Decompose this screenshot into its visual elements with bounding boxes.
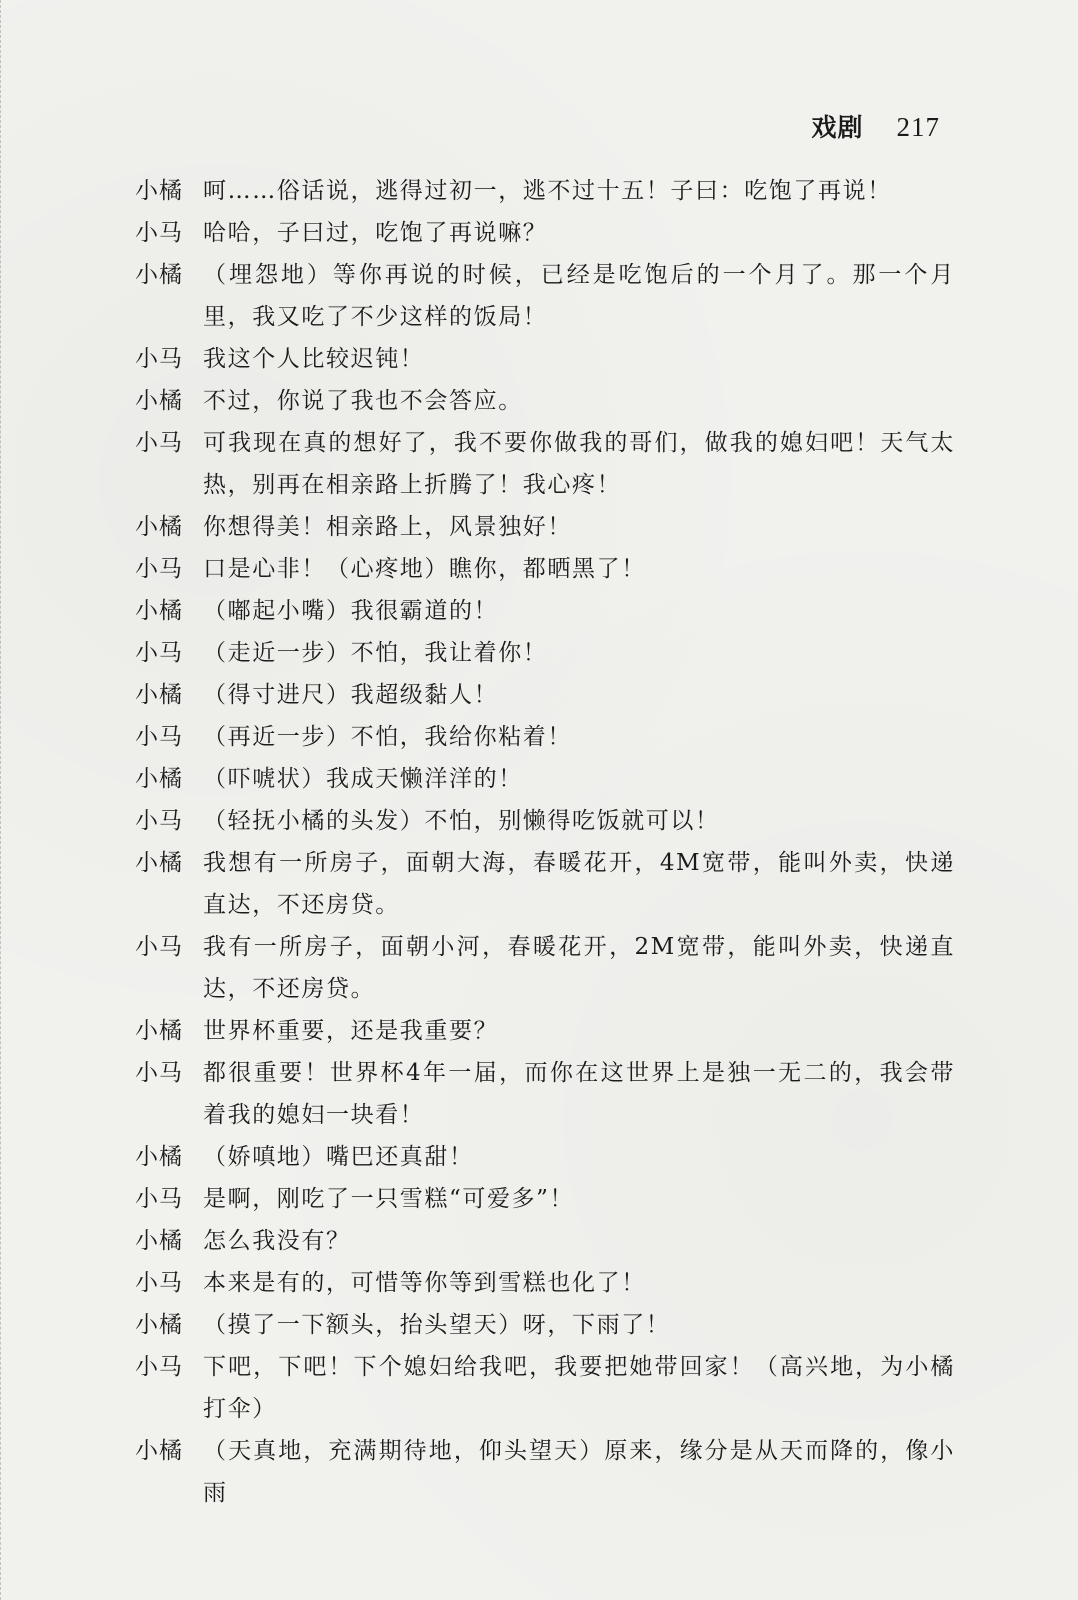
- dialogue-text: 下吧，下吧！下个媳妇给我吧，我要把她带回家！（高兴地，为小橘打伞）: [203, 1354, 955, 1422]
- dialogue-text: 不过，你说了我也不会答应。: [203, 388, 523, 414]
- script-dialogue: [135, 170, 955, 1514]
- dialogue-text: （娇嗔地）嘴巴还真甜！: [203, 1144, 474, 1170]
- speaker-name: 小橘: [135, 514, 183, 540]
- speaker-name: 小橘: [135, 1018, 183, 1044]
- dialogue-text: （埋怨地）等你再说的时候，已经是吃饱后的一个月了。那一个月里，我又吃了不少这样的饭局！: [203, 262, 955, 330]
- speaker-name: 小橘: [135, 766, 183, 792]
- dialogue-line: [135, 1430, 955, 1514]
- speaker-name: 小马: [135, 808, 183, 834]
- dialogue-text: （轻抚小橘的头发）不怕，别懒得吃饭就可以！: [203, 808, 720, 834]
- dialogue-line: [135, 1346, 955, 1430]
- dialogue-line: [135, 212, 955, 254]
- speaker-name: 小马: [135, 556, 183, 582]
- running-header: [812, 108, 940, 144]
- dialogue-line: [135, 170, 955, 212]
- dialogue-text: 哈哈，子曰过，吃饱了再说嘛？: [203, 220, 548, 246]
- dialogue-line: [135, 254, 955, 338]
- dialogue-text: （天真地，充满期待地，仰头望天）原来，缘分是从天而降的，像小雨: [203, 1438, 955, 1506]
- dialogue-line: [135, 548, 955, 590]
- dialogue-line: [135, 716, 955, 758]
- dialogue-text: （嘟起小嘴）我很霸道的！: [203, 598, 499, 624]
- page-edge-divider: [0, 0, 9, 1600]
- speaker-name: 小橘: [135, 850, 183, 876]
- speaker-name: 小橘: [135, 388, 183, 414]
- page-number: 217: [896, 112, 940, 142]
- speaker-name: 小马: [135, 724, 183, 750]
- dialogue-text: 口是心非！（心疼地）瞧你，都晒黑了！: [203, 556, 646, 582]
- speaker-name: 小马: [135, 1186, 183, 1212]
- dialogue-line: [135, 1304, 955, 1346]
- section-title: 戏剧: [811, 113, 864, 142]
- dialogue-line: [135, 1136, 955, 1178]
- dialogue-line: [135, 338, 955, 380]
- speaker-name: 小马: [135, 1354, 183, 1380]
- speaker-name: 小橘: [135, 1438, 183, 1464]
- dialogue-text: （走近一步）不怕，我让着你！: [203, 640, 548, 666]
- speaker-name: 小橘: [135, 1144, 183, 1170]
- dialogue-line: [135, 506, 955, 548]
- dialogue-text: 本来是有的，可惜等你等到雪糕也化了！: [203, 1270, 646, 1296]
- dialogue-line: [135, 1220, 955, 1262]
- speaker-name: 小马: [135, 430, 183, 456]
- dialogue-line: [135, 590, 955, 632]
- dialogue-line: [135, 632, 955, 674]
- speaker-name: 小橘: [135, 1228, 183, 1254]
- dialogue-line: [135, 380, 955, 422]
- dialogue-line: [135, 1010, 955, 1052]
- dialogue-text: 呵……俗话说，逃得过初一，逃不过十五！子曰：吃饱了再说！: [203, 178, 892, 204]
- dialogue-line: [135, 926, 955, 1010]
- dialogue-text: 我想有一所房子，面朝大海，春暖花开，4M宽带，能叫外卖，快递直达，不还房贷。: [203, 850, 955, 918]
- dialogue-text: 是啊，刚吃了一只雪糕“可爱多”！: [203, 1186, 575, 1212]
- dialogue-text: （再近一步）不怕，我给你粘着！: [203, 724, 572, 750]
- dialogue-line: [135, 842, 955, 926]
- speaker-name: 小橘: [135, 262, 183, 288]
- dialogue-text: 可我现在真的想好了，我不要你做我的哥们，做我的媳妇吧！天气太热，别再在相亲路上折腾了！我心疼！: [203, 430, 955, 498]
- speaker-name: 小马: [135, 1060, 183, 1086]
- speaker-name: 小马: [135, 1270, 183, 1296]
- dialogue-text: 怎么我没有？: [203, 1228, 351, 1254]
- dialogue-line: [135, 1052, 955, 1136]
- dialogue-line: [135, 1262, 955, 1304]
- dialogue-text: 我这个人比较迟钝！: [203, 346, 425, 372]
- speaker-name: 小马: [135, 640, 183, 666]
- speaker-name: 小橘: [135, 682, 183, 708]
- dialogue-line: [135, 674, 955, 716]
- dialogue-line: [135, 758, 955, 800]
- speaker-name: 小马: [135, 220, 183, 246]
- speaker-name: 小马: [135, 346, 183, 372]
- dialogue-text: 都很重要！世界杯4年一届，而你在这世界上是独一无二的，我会带着我的媳妇一块看！: [203, 1060, 955, 1128]
- dialogue-text: 你想得美！相亲路上，风景独好！: [203, 514, 572, 540]
- dialogue-text: （摸了一下额头，抬头望天）呀，下雨了！: [203, 1312, 671, 1338]
- dialogue-line: [135, 1178, 955, 1220]
- dialogue-text: （吓唬状）我成天懒洋洋的！: [203, 766, 523, 792]
- speaker-name: 小橘: [135, 178, 183, 204]
- dialogue-line: [135, 800, 955, 842]
- dialogue-text: 世界杯重要，还是我重要？: [203, 1018, 499, 1044]
- speaker-name: 小橘: [135, 1312, 183, 1338]
- dialogue-text: 我有一所房子，面朝小河，春暖花开，2M宽带，能叫外卖，快递直达，不还房贷。: [203, 934, 955, 1002]
- speaker-name: 小马: [135, 934, 183, 960]
- speaker-name: 小橘: [135, 598, 183, 624]
- dialogue-line: [135, 422, 955, 506]
- dialogue-text: （得寸进尺）我超级黏人！: [203, 682, 499, 708]
